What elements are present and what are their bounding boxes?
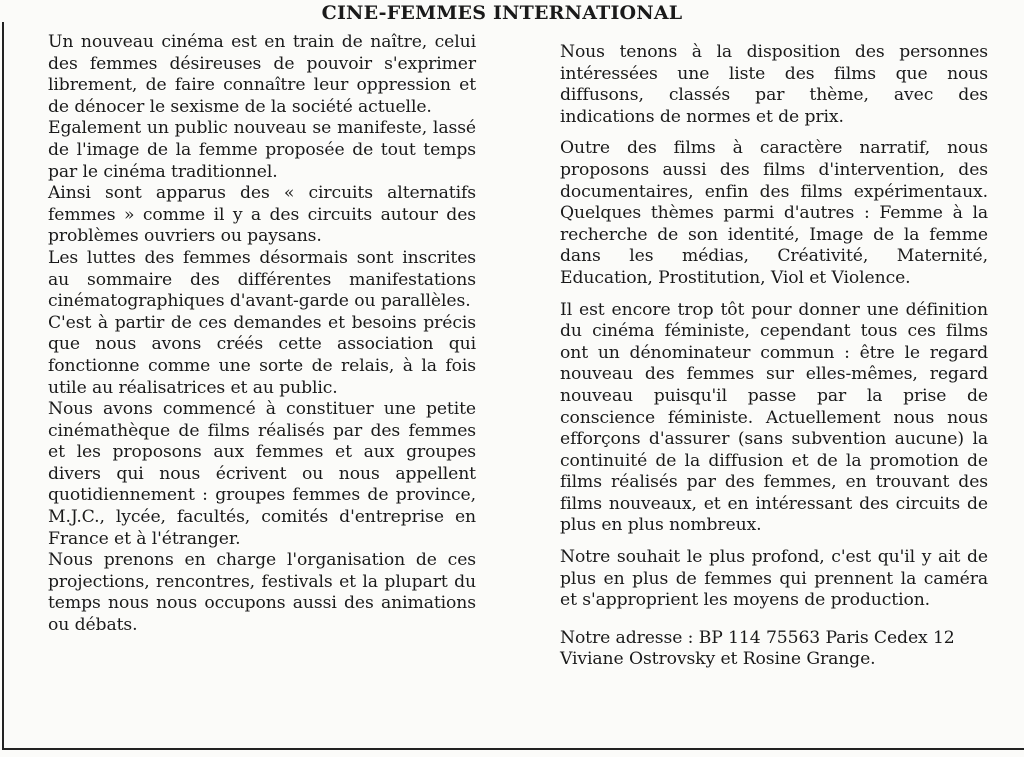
paragraph: Ainsi sont apparus des « circuits alternatifs femmes » comme il y a des circuits autour des problèmes ouvriers ou paysans. bbox=[48, 183, 476, 247]
paragraph: Il est encore trop tôt pour donner une définition du cinéma féministe, cependant tous ces films ont un dénominateur commun : être le regard nouveau des femmes sur elles-mêmes, regard nouveau puisqu'il passe par la prise de conscience féministe. Actuellement nous nous efforçons d'assurer (sans subvention aucune) la continuité de la diffusion et de la promotion de films réalisés par des femmes, en trouvant des films nouveaux, et en intéressant des circuits de plus en plus nombreux. bbox=[560, 299, 988, 536]
postal-address: Notre adresse : BP 114 75563 Paris Cedex 12 bbox=[560, 627, 955, 648]
paragraph: Notre souhait le plus profond, c'est qu'il y ait de plus en plus de femmes qui prennent la caméra et s'approprient les moyens de production. bbox=[560, 547, 988, 611]
article-title: CINE-FEMMES INTERNATIONAL bbox=[321, 2, 683, 24]
right-column bbox=[560, 42, 988, 671]
paragraph: Les luttes des femmes désormais sont inscrites au sommaire des différentes manifestations cinématographiques d'avant-garde ou parallèles. bbox=[48, 247, 476, 312]
paragraph: Nous prenons en charge l'organisation de ces projections, rencontres, festivals et la plupart du temps nous nous occupons aussi des animations ou débats. bbox=[48, 550, 476, 636]
paragraph: Nous avons commencé à constituer une petite cinémathèque de films réalisés par des femmes et les proposons aux femmes et aux groupes divers qui nous écrivent ou nous appellent quotidiennement : groupes femmes de province, M.J.C., lycée, facultés, comités d'entreprise en France et à l'étranger. bbox=[48, 399, 476, 549]
paragraph: Nous tenons à la disposition des personnes intéressées une liste des films que nous diffusons, classés par thème, avec des indications de normes et de prix. bbox=[560, 42, 988, 127]
paragraph: C'est à partir de ces demandes et besoins précis que nous avons créés cette association qui fonctionne comme une sorte de relais, à la fois utile au réalisatrices et au public. bbox=[48, 312, 476, 398]
paragraph: Un nouveau cinéma est en train de naître, celui des femmes désireuses de pouvoir s'exprimer librement, de faire connaître leur oppression et de dénocer le sexisme de la société actuelle. bbox=[48, 32, 476, 117]
signatories: Viviane Ostrovsky et Rosine Grange. bbox=[560, 649, 876, 670]
left-column bbox=[48, 32, 476, 637]
paragraph: Egalement un public nouveau se manifeste, lassé de l'image de la femme proposée de tout temps par le cinéma traditionnel. bbox=[48, 118, 476, 182]
paragraph: Outre des films à caractère narratif, nous proposons aussi des films d'intervention, des documentaires, enfin des films expérimentaux. Quelques thèmes parmi d'autres : Femme à la recherche de son identité, Image de la femme dans les médias, Créativité, Maternité, Education, Prostitution, Viol et Violence. bbox=[560, 138, 988, 288]
